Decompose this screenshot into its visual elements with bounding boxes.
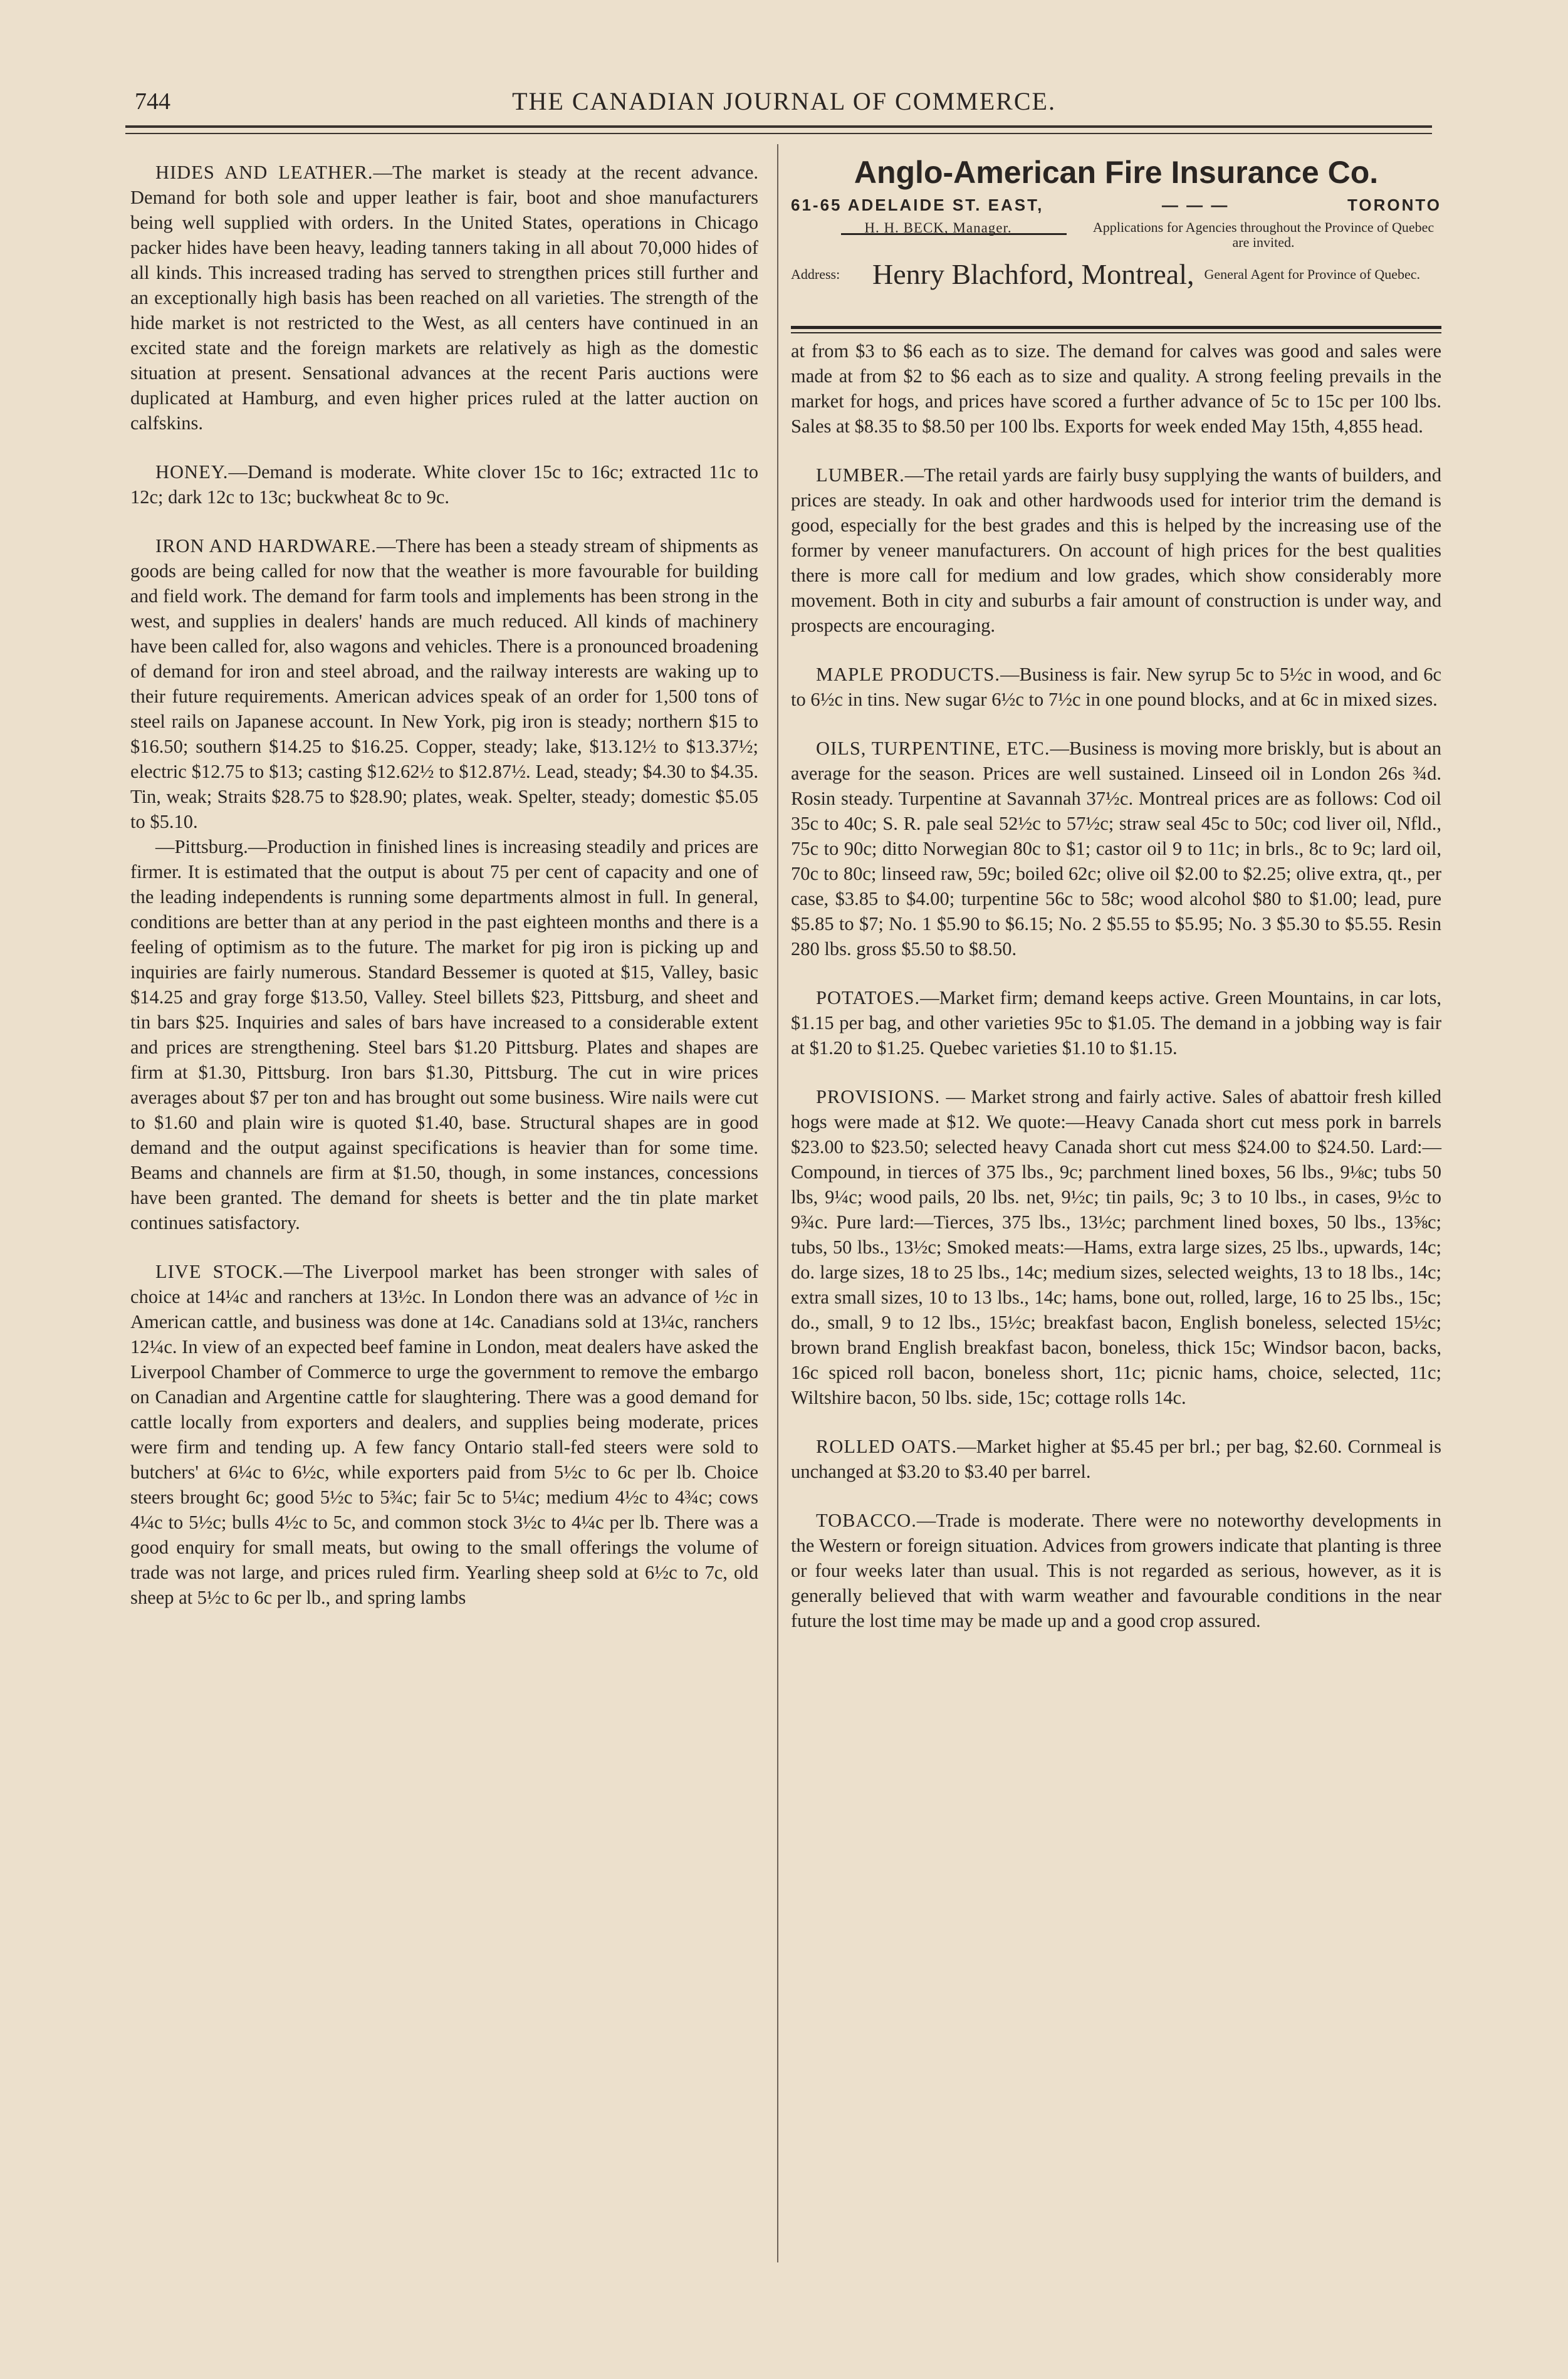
potatoes-text: —Market firm; demand keeps active. Green Mountains, in car lots, $1.15 per bag, and other varieties 95c to $1.05. The demand in a jobbing way is fair at $1.20 to $1.25. Quebec varieties $1.10 to $1.15.	[791, 987, 1441, 1059]
livestock-text: —The Liverpool market has been stronger with sales of choice at 14¼c and ranchers at 13½c. In London there was an advance of ½c in American cattle, and business was done at 14c. Canadians sold at 13¼c, ranchers 12¼c. In view of an expected beef famine in London, meat dealers have asked the Liverpool Chamber of Commerce to urge the government to remove the embargo on Canadian and Argentine cattle for slaughtering. There was a good demand for cattle locally from exporters and dealers, and supplies being moderate, prices were firm and tending up. A few fancy Ontario stall-fed steers were sold to butchers' at 6¼c to 6½c, while exporters paid from 5½c to 6c per lb. Choice steers brought 6c; good 5½c to 5¾c; fair 5c to 5¼c; medium 4½c to 4¾c; cows 4¼c to 5½c; bulls 4½c to 5c, and common stock 3½c to 4¼c per lb. There was a good enquiry for small meats, but owing to the small offerings the volume of trade was not large, and prices ruled firm. Yearling sheep sold at 6½c to 7c, old sheep at 5½c to 6c per lb., and spring lambs	[130, 1261, 758, 1608]
oils-heading: OILS, TURPENTINE, ETC.	[816, 738, 1050, 759]
ad-bottom-rule-thin	[791, 332, 1441, 333]
tobacco-text: —Trade is moderate. There were no noteworthy developments in the Western or foreign situation. Advices from growers indicate that planting is three or four weeks later than usual. This is not regarded as serious, however, as it is generally believed that with warm weather and favourable conditions in the near future the lost time may be made up and a good crop assured.	[791, 1510, 1441, 1631]
rolled-oats-heading: ROLLED OATS.	[816, 1436, 958, 1457]
header-rule-thin	[125, 133, 1432, 134]
ad-manager: H. H. BECK, Manager.	[864, 220, 1012, 236]
hides-paragraph	[130, 160, 758, 436]
ad-agencies-note: Applications for Agencies throughout the Province of Quebec are invited.	[1092, 219, 1435, 250]
provisions-heading: PROVISIONS.	[816, 1086, 941, 1107]
livestock-continued: at from $3 to $6 each as to size. The demand for calves was good and sales were made at from $2 to $6 each as to size and quality. A strong feeling prevails in the market for hogs, and prices have scored a further advance of 5c to 15c per 100 lbs. Sales at $8.35 to $8.50 per 100 lbs. Exports for week ended May 15th, 4,855 head.	[791, 340, 1441, 437]
running-head: THE CANADIAN JOURNAL OF COMMERCE.	[512, 87, 1056, 115]
provisions-text: — Market strong and fairly active. Sales of abattoir fresh killed hogs were made at $12. We quote:—Heavy Canada short cut mess pork in barrels $23.00 to $23.50; selected heavy Canada short cut mess $24.00 to $24.50. Lard:—Compound, in tierces of 375 lbs., 9c; parchment lined boxes, 56 lbs., 9⅛c; tubs 50 lbs, 9¼c; wood pails, 20 lbs. net, 9½c; tin pails, 9c; 3 to 10 lbs., in cases, 9½c to 9¾c. Pure lard:—Tierces, 375 lbs., 13½c; parchment lined boxes, 50 lbs., 13⅝c; tubs, 50 lbs., 13½c; Smoked meats:—Hams, extra large sizes, 25 lbs., upwards, 14c; do. large sizes, 18 to 25 lbs., 14c; medium sizes, selected weights, 13 to 18 lbs., 14c; extra small sizes, 10 to 13 lbs., 14c; hams, bone out, rolled, large, 16 to 25 lbs., 15c; do., small, 9 to 12 lbs., 15½c; breakfast bacon, English boneless, selected 15½c; brown brand English breakfast bacon, boneless, thick 15c; Windsor bacon, backs, 16c spiced roll bacon, boneless short, 11c; picnic hams, choice, selected, 11c; Wiltshire bacon, 50 lbs. side, 15c; cottage rolls 14c.	[791, 1086, 1441, 1408]
iron-paragraph	[130, 533, 758, 834]
ad-agent-name: Henry Blachford, Montreal,	[872, 258, 1194, 290]
oils-text: —Business is moving more briskly, but is about an average for the season. Prices are well sustained. Linseed oil in London 26s ¾d. Rosin steady. Turpentine at Savannah 37½c. Montreal prices are as follows: Cod oil 35c to 40c; S. R. pale seal 52½c to 57½c; straw seal 45c to 50c; cod liver oil, Nfld., 75c to 90c; ditto Norwegian 80c to $1; castor oil 9 to 11c; in brls., 8c to 9c; lard oil, 70c to 80c; linseed raw, 59c; boiled 62c; olive oil $2.00 to $2.25; olive extra, qt., per case, $3.85 to $4.00; turpentine 56c to 58c; wood alcohol $80 to $1.00; lead, pure $5.85 to $7; No. 1 $5.90 to $6.15; No. 2 $5.55 to $5.95; No. 3 $5.30 to $5.55. Resin 280 lbs. gross $5.50 to $8.50.	[791, 738, 1441, 959]
header-rule	[125, 125, 1432, 128]
ad-company-name: Anglo-American Fire Insurance Co.	[854, 155, 1379, 190]
honey-heading: HONEY.	[155, 461, 229, 483]
lumber-paragraph	[791, 463, 1441, 638]
iron-heading: IRON AND HARDWARE.	[155, 535, 377, 557]
tobacco-paragraph	[791, 1508, 1441, 1633]
maple-paragraph	[791, 662, 1441, 712]
iron-text: —There has been a steady stream of shipments as goods are being called for now that the weather is more favourable for building and field work. The demand for farm tools and implements has been strong in the west, and supplies in dealers' hands are much reduced. All kinds of machinery have been called for, also wagons and vehicles. There is a pronounced broadening of demand for iron and steel abroad, and the railway interests are waking up to their future requirements. American advices speak of an order for 1,500 tons of steel rails on Japanese account. In New York, pig iron is steady; northern $15 to $16.50; southern $14.25 to $16.25. Copper, steady; lake, $13.12½ to $13.37½; electric $12.75 to $13; casting $12.62½ to $12.87½. Lead, steady; $4.30 to $4.35. Tin, weak; Straits $28.75 to $28.90; plates, weak. Spelter, steady; domestic $5.05 to $5.10.	[130, 535, 759, 832]
oils-paragraph	[791, 736, 1441, 961]
ad-manager-underline	[841, 233, 1067, 235]
livestock-heading: LIVE STOCK.	[155, 1261, 284, 1282]
left-column	[130, 160, 758, 1634]
potatoes-heading: POTATOES.	[816, 987, 921, 1008]
ad-address-label: Address:	[791, 266, 840, 282]
honey-text: —Demand is moderate. White clover 15c to 16c; extracted 11c to 12c; dark 12c to 13c; buckwheat 8c to 9c.	[130, 461, 758, 508]
right-column	[791, 338, 1441, 1657]
ad-agent-role: General Agent for Province of Quebec.	[1204, 266, 1421, 282]
hides-heading: HIDES AND LEATHER.	[155, 162, 374, 183]
column-divider	[777, 144, 778, 2262]
maple-text: —Business is fair. New syrup 5c to 5½c in wood, and 6c to 6½c in tins. New sugar 6½c to 7½c in one pound blocks, and at 6c in mixed sizes.	[791, 664, 1441, 710]
pittsburg-paragraph: —Pittsburg.—Production in finished lines is increasing steadily and prices are firmer. It is estimated that the output is about 75 per cent of capacity and one of the leading independents is running some departments almost in full. In general, conditions are better than at any period in the past eighteen months and there is a feeling of optimism as to the future. The market for pig iron is picking up and inquiries are fairly numerous. Standard Bessemer is quoted at $15, Valley, basic $14.25 and gray forge $13.50, Valley. Steel billets $23, Pittsburg, and sheet and tin bars $25. Inquiries and sales of bars have increased to a considerable extent and prices are strengthening. Steel bars $1.20 Pittsburg. Plates and shapes are firm at $1.30, Pittsburg. Iron bars $1.30, Pittsburg. The cut in wire prices averages about $7 per ton and has brought out some business. Wire nails were cut to $1.60 and plain wire is quoted $1.40, base. Structural shapes are in good demand and the output against specifications is heavier than for some time. Beams and channels are firm at $1.50, though, in some instances, concessions have been granted. The demand for sheets is better and the tin plate market continues satisfactory.	[130, 836, 758, 1233]
livestock-paragraph	[130, 1259, 758, 1610]
ad-dashes: — — —	[1161, 196, 1230, 214]
rolled-oats-text: —Market higher at $5.45 per brl.; per bag, $2.60. Cornmeal is unchanged at $3.20 to $3.40 per barrel.	[791, 1436, 1441, 1482]
ad-city: TORONTO	[1347, 196, 1441, 214]
maple-heading: MAPLE PRODUCTS.	[816, 664, 1000, 685]
provisions-paragraph	[791, 1084, 1441, 1410]
ad-address-line	[791, 196, 1441, 215]
hides-text: —The market is steady at the recent advance. Demand for both sole and upper leather is fair, boot and shoe manufacturers being well supplied with orders. In the United States, operations in Chicago packer hides have been heavy, leading tanners taking in all about 70,000 hides of all kinds. This increased trading has served to strengthen prices still further and an exceptionally high basis has been reached on all varieties. The strength of the hide market is not restricted to the West, as all centers have continued in an excited state and the foreign markets are relatively as high as the domestic situation at present. Sensational advances at the recent Paris auctions were duplicated at Hamburg, and even higher prices ruled at the latter auction on calfskins.	[130, 162, 758, 434]
page-number: 744	[135, 88, 170, 115]
ad-bottom-rule	[791, 326, 1441, 329]
rolled-oats-paragraph	[791, 1434, 1441, 1484]
honey-paragraph	[130, 459, 758, 510]
potatoes-paragraph	[791, 985, 1441, 1060]
lumber-heading: LUMBER.	[816, 464, 905, 486]
ad-agent-row	[791, 258, 1441, 291]
ad-street: 61-65 ADELAIDE ST. EAST,	[791, 196, 1044, 214]
ad-manager-row	[791, 220, 1441, 250]
tobacco-heading: TOBACCO.	[816, 1510, 917, 1531]
insurance-advertisement	[791, 150, 1441, 332]
lumber-text: —The retail yards are fairly busy supplying the wants of builders, and prices are steady. In oak and other hardwoods used for interior trim the demand is good, especially for the best grades and this is helped by the increasing use of the former by veneer manufacturers. On account of high prices for the best qualities there is more call for medium and low grades, which show considerably more movement. Both in city and suburbs a fair amount of construction is under way, and prospects are encouraging.	[791, 464, 1441, 636]
